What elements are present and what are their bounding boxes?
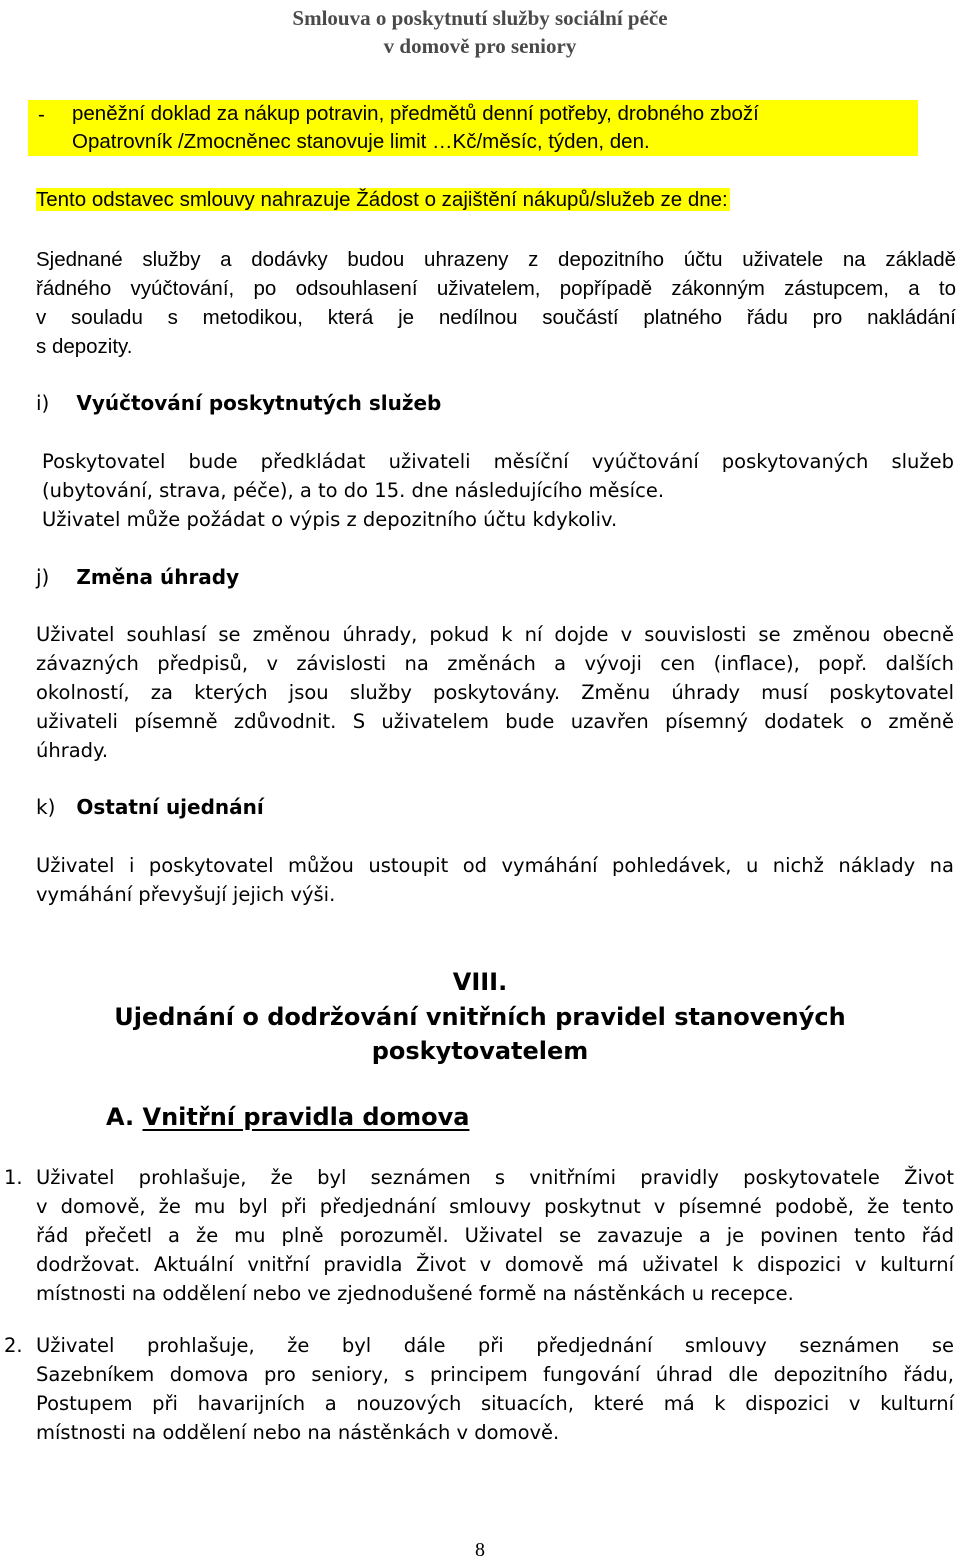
subsection-label: A. xyxy=(106,1103,135,1131)
deposit-line: Sjednané služby a dodávky budou uhrazeny z depozitního účtu uživatele na základě xyxy=(36,248,956,271)
section-i-label: i) xyxy=(36,391,50,415)
section-j-label: j) xyxy=(36,565,50,589)
section-i-heading xyxy=(36,389,441,417)
subsection-heading xyxy=(106,1101,469,1133)
section-k-body xyxy=(36,851,954,909)
page-header xyxy=(0,4,960,60)
section-j-title: Změna úhrady xyxy=(76,565,240,589)
item-1-line: v domově, že mu byl při předjednání smlouvy poskytnut v písemné podobě, že tento xyxy=(36,1195,954,1218)
bullet-line-2: Opatrovník /Zmocněnec stanovuje limit …Kč/měsíc, týden, den. xyxy=(72,130,650,153)
item-2-line: Postupem při havarijních a nouzových situacích, které má k dispozici v kulturní xyxy=(36,1392,954,1415)
header-line-2: v domově pro seniory xyxy=(383,34,577,58)
section-j-line: uživateli písemně zdůvodnit. S uživatelem bude uzavřen písemný dodatek o změně xyxy=(36,710,954,733)
section-j-line: Uživatel souhlasí se změnou úhrady, pokud k ní dojde v souvislosti se změnou obecně xyxy=(36,623,954,646)
section-j-heading xyxy=(36,563,239,591)
item-2-body xyxy=(36,1331,954,1447)
page-number: 8 xyxy=(475,1539,485,1561)
bullet-dash: - xyxy=(38,103,45,126)
highlighted-note-text: Tento odstavec smlouvy nahrazuje Žádost o zajištění nákupů/služeb ze dne: xyxy=(36,188,728,211)
article-title xyxy=(0,1000,960,1068)
deposit-line: řádného vyúčtování, po odsouhlasení uživatelem, popřípadě zákonným zástupcem, a to xyxy=(36,277,956,300)
section-k-label: k) xyxy=(36,795,56,819)
section-i-line: Poskytovatel bude předkládat uživateli měsíční vyúčtování poskytovaných služeb xyxy=(42,450,954,473)
highlighted-note xyxy=(36,185,730,214)
item-1-line: dodržovat. Aktuální vnitřní pravidla Život v domově má uživatel k dispozici v kulturní xyxy=(36,1253,954,1276)
subsection-title: Vnitřní pravidla domova xyxy=(142,1103,470,1131)
item-1-body xyxy=(36,1163,954,1308)
section-i-title: Vyúčtování poskytnutých služeb xyxy=(76,391,442,415)
deposit-paragraph xyxy=(36,245,956,361)
section-i-line: (ubytování, strava, péče), a to do 15. dne následujícího měsíce. xyxy=(42,479,665,502)
header-line-1: Smlouva o poskytnutí služby sociální péče xyxy=(292,6,668,30)
item-1-line: Uživatel prohlašuje, že byl seznámen s vnitřními pravidly poskytovatele Život xyxy=(36,1166,954,1189)
deposit-line: v souladu s metodikou, která je nedílnou součástí platného řádu pro nakládání xyxy=(36,306,956,329)
deposit-line: s depozity. xyxy=(36,335,133,358)
section-k-heading xyxy=(36,793,264,821)
item-1-line: řád přečetl a že mu plně porozuměl. Uživatel se zavazuje a je povinen tento řád xyxy=(36,1224,954,1247)
section-k-title: Ostatní ujednání xyxy=(76,795,264,819)
item-1-line: místnosti na oddělení nebo ve zjednodušené formě na nástěnkách u recepce. xyxy=(36,1282,794,1305)
section-i-body xyxy=(42,447,954,534)
item-2-number: 2. xyxy=(4,1334,23,1357)
item-2-line: místnosti na oddělení nebo na nástěnkách v domově. xyxy=(36,1421,560,1444)
bullet-item xyxy=(72,100,759,156)
bullet-line-1: peněžní doklad za nákup potravin, předmětů denní potřeby, drobného zboží xyxy=(72,102,759,125)
section-k-line: Uživatel i poskytovatel můžou ustoupit od vymáhání pohledávek, u nichž náklady na xyxy=(36,854,954,877)
section-k-line: vymáhání převyšují jejich výši. xyxy=(36,883,336,906)
article-title-line-2: poskytovatelem xyxy=(371,1037,589,1065)
section-j-line: závazných předpisů, v závislosti na změnách a vývoji cen (inflace), popř. dalších xyxy=(36,652,954,675)
section-j-line: úhrady. xyxy=(36,739,109,762)
article-number: VIII. xyxy=(452,968,508,996)
section-i-line: Uživatel může požádat o výpis z depozitního účtu kdykoliv. xyxy=(42,508,618,531)
section-j-body xyxy=(36,620,954,765)
item-1-number: 1. xyxy=(4,1166,23,1189)
item-2-line: Uživatel prohlašuje, že byl dále při předjednání smlouvy seznámen se xyxy=(36,1334,954,1357)
article-title-line-1: Ujednání o dodržování vnitřních pravidel stanovených xyxy=(114,1003,846,1031)
section-j-line: okolností, za kterých jsou služby poskytovány. Změnu úhrady musí poskytovatel xyxy=(36,681,954,704)
item-2-line: Sazebníkem domova pro seniory, s principem fungování úhrad dle depozitního řádu, xyxy=(36,1363,954,1386)
